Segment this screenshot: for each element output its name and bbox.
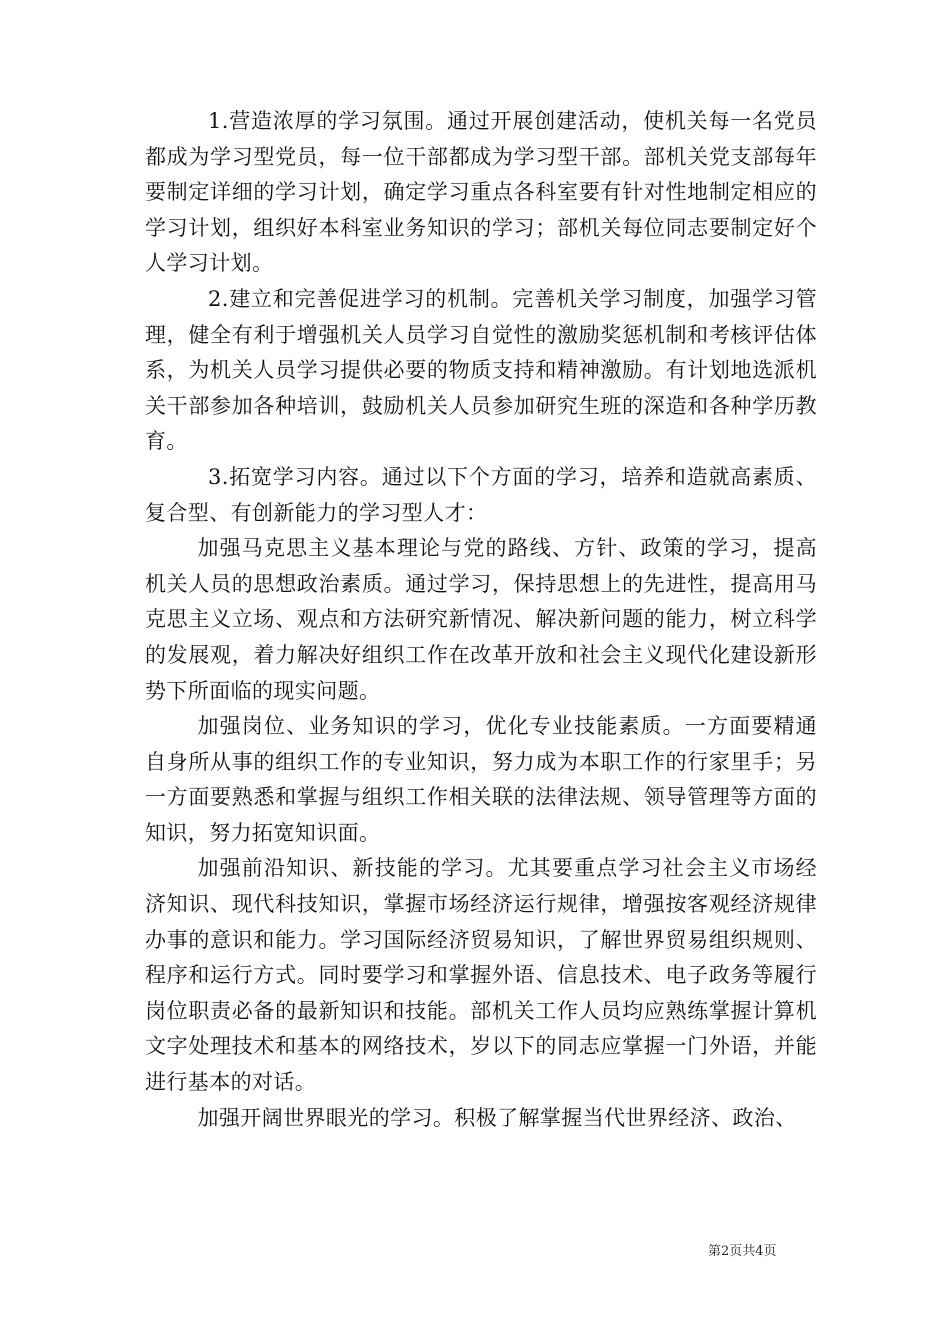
paragraph-professional-study: 加强岗位、业务知识的学习，优化专业技能素质。一方面要精通自身所从事的组织工作的专业知识，努力成为本职工作的行家里手；另一方面要熟悉和掌握与组织工作相关联的法律法规、领导管理等方面的知识，努力拓宽知识面。	[145, 714, 817, 845]
paragraph-theory-study: 加强马克思主义基本理论与党的路线、方针、政策的学习，提高机关人员的思想政治素质。通过学习，保持思想上的先进性，提高用马克思主义立场、观点和方法研究新情况、解决新问题的能力，树立科学的发展观，着力解决好组织工作在改革开放和社会主义现代化建设新形势下所面临的现实问题。	[145, 536, 817, 703]
document-body	[145, 104, 817, 1136]
paragraph-learning-mechanism: 2.建立和完善促进学习的机制。完善机关学习制度，加强学习管理，健全有利于增强机关人员学习自觉性的激励奖惩机制和考核评估体系，为机关人员学习提供必要的物质支持和精神激励。有计划地选派机关干部参加各种培训，鼓励机关人员参加研究生班的深造和各种学历教育。	[145, 286, 817, 454]
paragraph-learning-content: 3.拓宽学习内容。通过以下个方面的学习，培养和造就高素质、复合型、有创新能力的学习型人才：	[145, 464, 817, 525]
page-number: 第2页共4页	[708, 1244, 777, 1259]
paragraph-frontier-study: 加强前沿知识、新技能的学习。尤其要重点学习社会主义市场经济知识、现代科技知识，掌握市场经济运行规律，增强按客观经济规律办事的意识和能力。学习国际经济贸易知识，了解世界贸易组织规则、程序和运行方式。同时要学习和掌握外语、信息技术、电子政务等履行岗位职责必备的最新知识和技能。部机关工作人员均应熟练掌握计算机文字处理技术和基本的网络技术，岁以下的同志应掌握一门外语，并能进行基本的对话。	[145, 856, 817, 1095]
paragraph-world-vision-study: 加强开阔世界眼光的学习。积极了解掌握当代世界经济、政治、	[197, 1105, 797, 1130]
paragraph-learning-atmosphere: 1.营造浓厚的学习氛围。通过开展创建活动，使机关每一名党员都成为学习型党员，每一位干部都成为学习型干部。部机关党支部每年要制定详细的学习计划，确定学习重点各科室要有针对性地制定相应的学习计划，组织好本科室业务知识的学习；部机关每位同志要制定好个人学习计划。	[145, 109, 817, 276]
